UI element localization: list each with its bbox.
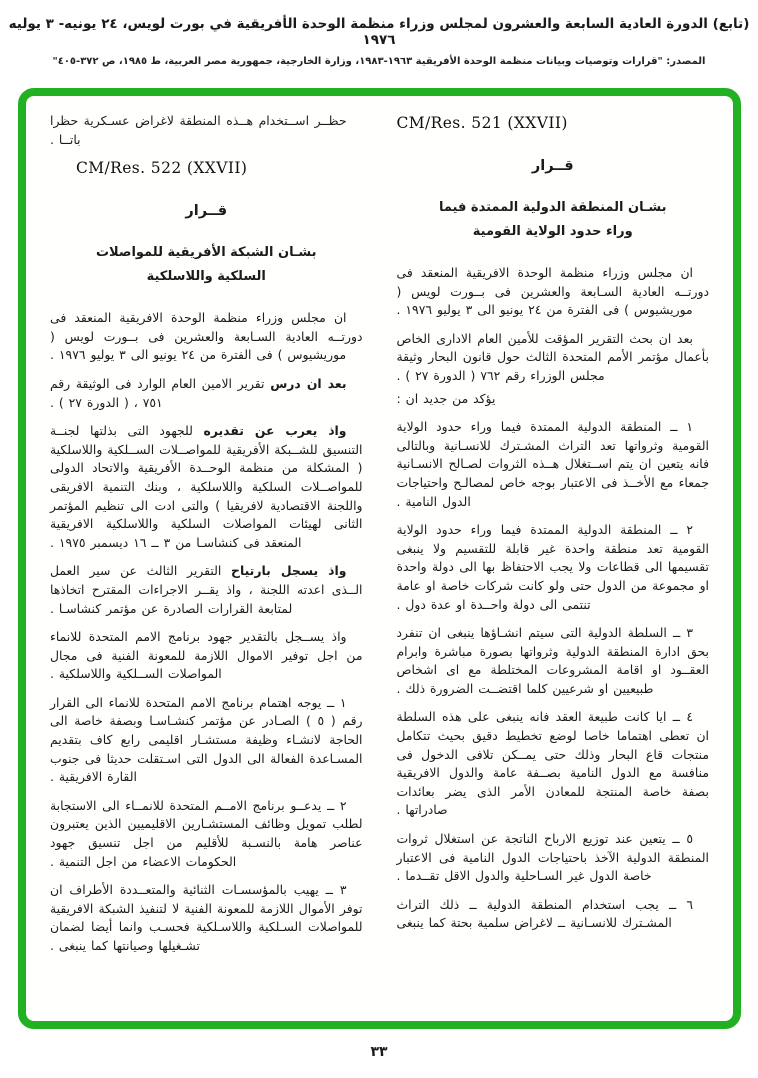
- resolution-item-4: ٤ ــ ايا كانت طبيعة العقد فانه ينبغى على هذه السلطة ان تعطى اهتماما خاصا لوضع تخطيط دقيق بحيث تتكامل منتجات قاع البحار وذلك حتى يمــكن تلافى الدخول فى منافسة مع الدول النامية بصــفة عامة والدول الافريقية بصفة خاصة المنتجة للمعادن الأمر الذى يضر بعائدات صادراتها .: [396, 709, 709, 818]
- bold-lead: بعد ان درس: [270, 375, 347, 391]
- resolution-code-521: CM/Res. 521 (XXVII): [396, 114, 568, 132]
- resolution-item-3: ٣ ــ السلطة الدولية التى سيتم انشـاؤها ينبغى ان تنفرد بحق ادارة المنطقة الدولية وثرواتها بصورة مباشرة وابرام العقــود او اقامة المشروعات المختلطة مع اى اشخاص طبيعيين او شرعيين كلما اقتضــت الضرورة ذلك .: [396, 625, 709, 696]
- resolution-item-5: ٥ ــ يتعين عند توزيع الارباح الناتجة عن استغلال ثروات المنطقة الدولية الآخذ باحتياجات الدول النامية فى الاعتبار خاصة الدول غير السـاحلية والدول الاقل تقــدما .: [396, 831, 709, 884]
- column-left-res522: [50, 112, 363, 1011]
- session-continuation-title: (تابع) الدورة العادية السابعة والعشرون لمجلس وزراء منظمة الوحدة الأفريقية في بورت لويس، ٢٤ يونيه- ٣ يوليه ١٩٧٦: [8, 16, 750, 48]
- resolution-title-line2: السلكية واللاسلكية: [146, 269, 266, 285]
- source-citation: المصدر: "قرارات وتوصيات وبيانات منظمة الوحدة الأفريقية ١٩٦٣-١٩٨٣، وزارة الخارجية، جمهورية مصر العربية، ط ١٩٨٥، ص ٣٧٢-٤٠٥": [52, 56, 706, 67]
- bold-lead: واذ يعرب عن تقديره: [203, 423, 347, 439]
- paragraph-rest: التقرير الثالث عن سير العمل الــذى اعدته اللجنة ، واذ يقــر الاجراءات المقترح اتخاذها لمتابعة القرارات الصادرة عن مؤتمر كنشاسـا .: [50, 563, 363, 616]
- column-right-res521: [397, 112, 710, 1011]
- page-frame: [18, 88, 741, 1029]
- page-header: [0, 16, 758, 67]
- bold-lead: واذ يسجل بارتياح: [231, 563, 347, 579]
- paragraph-continuation-521: حظــر اســتخدام هــذه المنطقة لاغراض عسـكرية حظرا باتــا .: [50, 113, 347, 147]
- resolution-code-522: CM/Res. 522 (XXVII): [76, 159, 248, 178]
- paragraph-noting-satisfaction: [50, 562, 363, 618]
- paragraph-affirmation: يؤكد من جديد ان :: [396, 390, 496, 406]
- resolution-title-521: [397, 196, 710, 244]
- resolution-item-1: ١ ــ يوجه اهتمام برنامج الامم المتحدة للانماء الى القرار رقم ( ٥ ) الصـادر عن مؤتمر كنشـاسـا وبصفة خاصة الى الحاجة لانشـاء وظيفة مستشـار اقليمى رابع كاف بتقديم المسـاعدة الفعالة الى الدول التى اسـتقلت حديثا فى جنوب القارة الافريقية .: [50, 694, 363, 785]
- paragraph-preamble: ان مجلس وزراء منظمة الوحدة الافريقية المنعقد فى دورتــه العادية السـابعة والعشرين فى بــورت لويس ( موريشيوس ) فى الفترة من ٢٤ يونيو الى ٣ يوليو ١٩٧٦ .: [50, 310, 363, 363]
- paragraph-preamble: ان مجلس وزراء منظمة الوحدة الافريقية المنعقد فى دورتــه العادية السـابعة والعشرين فى بــورت لويس ( موريشيوس ) فى الفترة من ٢٤ يونيو الى ٣ يوليو ١٩٧٦ .: [396, 265, 709, 318]
- paragraph-preamble: بعد ان بحث التقرير المؤقت للأمين العام الادارى الخاص بأعمال مؤتمر الأمم المتحدة الثالث حول قانون البحار وثيقة مجلس الوزراء رقم ٧٦٢ ( الدورة ٢٧ ) .: [396, 330, 709, 383]
- resolution-item-1: ١ ــ المنطقة الدولية الممتدة فيما وراء حدود الولاية القومية وثرواتها تعد التراث المشـترك للانسـانية وبالتالى فانه يتعين ان يتم اســتغلال هــذه الثروات لصـالح الانسـانية جمعاء مع الأخــذ فى الاعتبار بوجه خاص لمصالـح واحتياجات الدول النامية .: [396, 419, 709, 509]
- paragraph-rest: تقرير الامين العام الوارد فى الوثيقة رقم ٧٥١ ، ( الدورة ٢٧ ) .: [50, 375, 271, 410]
- paragraph-appreciation: [50, 422, 363, 552]
- resolution-item-2: ٢ ــ يدعــو برنامج الامــم المتحدة للانمــاء الى الاستجابة لطلب تمويل وظائف المستشـارين الاقليميين الذين يعتبرون عناصر هامة بالنسـبة للأقليم من اجل تنسيق جهود الحكومات الاعضاء من اجل التنمية .: [50, 797, 363, 869]
- paragraph-rest: للجهود التى بذلتها لجنــة التنسيق للشــبكة الأفريقية للمواصــلات الســلكية واللاسلكية ( المشكلة من منظمة الوحــدة الأفريقية والاتحاد الدولى للمواصــلات السلكية واللاسلكية ، وبنك التنمية الافريقى واللجنة الاقتصادية لافريقيا ) والتى ادت الى تنظيم المؤتمر الثانى لهيئات المواصلات السلكية واللاسلكية الافريقية المنعقد فى كنشاسـا من ٣ ــ ١٦ ديسمبر ١٩٧٥ .: [50, 423, 363, 550]
- two-column-layout: [26, 96, 733, 1021]
- paragraph-having-studied: [50, 375, 363, 412]
- decision-heading-522: قــرار: [185, 203, 228, 220]
- resolution-title-line2: وراء حدود الولاية القومية: [472, 224, 633, 239]
- paragraph-undp-efforts: واذ يســجل بالتقدير جهود برنامج الامم المتحدة للانماء من اجل توفير الاموال اللازمة للمعونة الفنية فى مجال المواصلات الســلكية واللاسلكية .: [50, 629, 363, 682]
- resolution-title-line1: بشـان الشبكة الأفريقية للمواصلات: [95, 245, 317, 261]
- resolution-title-line1: بشـان المنطقة الدولية الممتدة فيما: [438, 200, 667, 215]
- resolution-item-6: ٦ ــ يجب استخدام المنطقة الدولية ــ ذلك التراث المشـترك للانسـانية ــ لاغراض سلمية بحتة كما ينبغى: [396, 896, 693, 931]
- resolution-item-3: ٣ ــ يهيب بالمؤسسـات الثنائية والمتعــددة الأطراف ان توفر الأموال اللازمة للمعونة الفنية لا لتنفيذ الشبكة الافريقية للمواصلات السـلكية واللاسـلكية فحسـب وانما أيضا لضمان تشـغيلها وصيانتها كما ينبغى .: [50, 882, 363, 953]
- resolution-item-2: ٢ ــ المنطقة الدولية الممتدة فيما وراء حدود الولاية القومية تعد منطقة واحدة غير قابلة للتقسيم ولا ينبغى تقسيمها الى قطاعات ولا يجب الاحتفاظ بها الى دولة واحدة او مجموعة من الدول حتى ولو كانت شركات خاصة او عامة تنتمى الى دولة واحــدة او عدة دول .: [396, 522, 709, 612]
- page-number: ٣٣: [370, 1044, 388, 1060]
- decision-heading-521: قــرار: [531, 158, 574, 174]
- resolution-title-522: [50, 241, 363, 289]
